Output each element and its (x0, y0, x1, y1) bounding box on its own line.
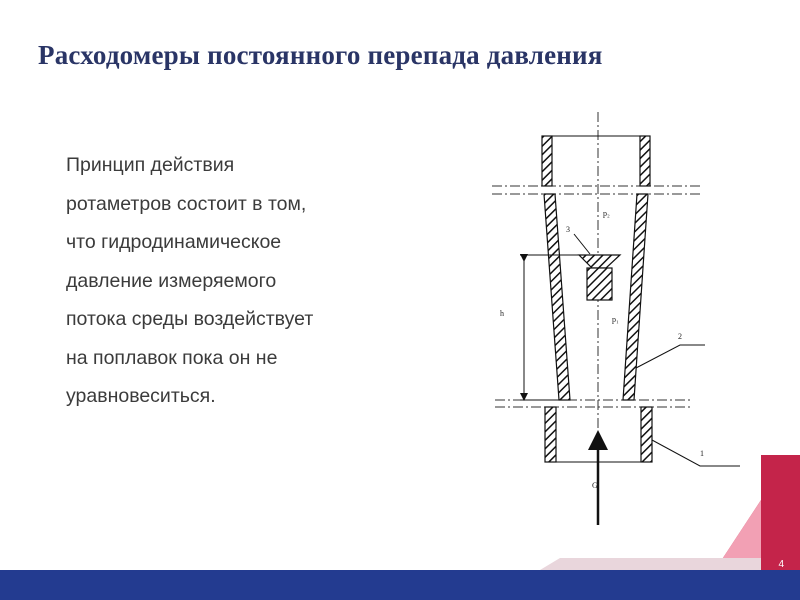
cone-right-wall (623, 194, 648, 400)
body-paragraph (66, 146, 396, 416)
body-line: ротаметров состоит в том, (66, 192, 307, 215)
label-2: 2 (678, 332, 682, 341)
leader-3 (574, 234, 590, 254)
body-line: что гидродинамическое (66, 231, 282, 253)
leader-1 (652, 440, 740, 466)
bottom-left-wall (545, 407, 556, 462)
body-line: Принцип действия (66, 154, 235, 176)
top-right-wall (640, 136, 650, 186)
label-flow: G (592, 481, 598, 490)
page-number: 4 (778, 559, 784, 570)
label-3: 3 (566, 225, 570, 234)
slide-title: Расходомеры постоянного перепада давления (38, 40, 603, 70)
body-line: уравновеситься. (66, 385, 216, 407)
label-p1: p₁ (612, 315, 619, 324)
accent-block (761, 455, 800, 570)
bottom-flange-lines (495, 400, 690, 407)
top-left-wall (542, 136, 552, 186)
float (579, 255, 620, 300)
body-line: давление измеряемого (66, 269, 277, 292)
label-h: h (500, 309, 504, 318)
label-1: 1 (700, 449, 704, 458)
body-line: на поплавок пока он не (66, 346, 278, 369)
rotameter-diagram (480, 100, 740, 540)
footer-bar (0, 570, 800, 600)
leader-2 (636, 345, 705, 368)
bottom-right-wall (641, 407, 652, 462)
label-p2: p₂ (603, 209, 610, 218)
body-line: потока среды воздействует (66, 308, 314, 330)
top-flange-lines (492, 186, 700, 194)
